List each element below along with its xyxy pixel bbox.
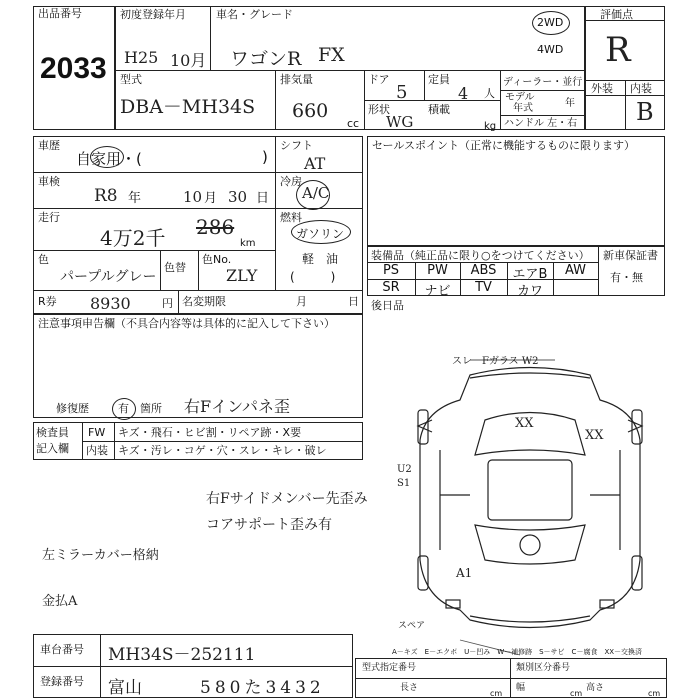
inspection-month: 10 [183,188,203,206]
diagram-a1: A1 [456,566,473,580]
inspection-day-unit: 日 [256,191,270,206]
diagram-u2: U2 [397,464,412,475]
history-label: 車歴 [38,139,60,152]
recycle-yen: 円 [162,297,173,310]
reg-number: 580た3432 [200,678,325,698]
equip-navi: ナビ [424,284,451,299]
model-year-label-2: 年式 [513,103,533,114]
color-change-label: 色替 [164,261,186,274]
type-cert-label: 型式指定番号 [362,663,417,673]
length-cm: cm [490,689,503,698]
length-label: 長さ [400,683,419,693]
equip-leather: カワ [516,284,543,299]
mileage-value: 4万2千 [100,226,166,250]
shape-label: 形状 [368,103,390,116]
height-label: 高さ [586,683,605,693]
mileage-km: km [240,238,256,249]
year-unit: 年 [565,98,575,109]
chassis-value: MH34S－252111 [108,645,256,665]
handle-label: ハンドル 左・右 [504,118,578,129]
repair-location: 右Fインパネ歪 [184,397,290,416]
chassis-label: 車台番号 [40,643,84,656]
inspection-nen: 年 [128,191,142,206]
inspector-fw: FW [88,426,106,439]
load-unit: kg [484,121,497,132]
inspection-label: 車検 [38,175,60,188]
width-label: 幅 [516,683,526,693]
sales-title: セールスポイント（正常に機能するものに限ります） [372,139,636,152]
doors-label: ドア [368,73,390,86]
name-change-label: 名変期限 [182,295,226,308]
history-value: 自家用・( [76,150,142,168]
equip-aw: AW [564,263,587,278]
fuel-label: 燃料 [280,211,302,224]
reg-label: 登録番号 [40,675,84,688]
recycle-value: 8930 [90,294,131,313]
load-label: 積載 [428,103,450,116]
diagram-xx-center: XX [515,416,534,431]
repair-label: 修復歴 [56,402,89,415]
color-value: パープルグレー [60,269,157,285]
fuel-value: ガソリン [296,227,345,241]
model-label: 型式 [120,73,142,86]
repair-location-label: 箇所 [140,402,162,415]
shift-value: AT [304,154,326,173]
inspector-nai-items: キズ・汚レ・コゲ・穴・スレ・キレ・破レ [118,444,327,457]
height-cm: cm [648,689,661,698]
drive-4wd: 4WD [537,43,564,56]
color-label: 色 [38,253,49,266]
score-label: 評価点 [600,8,633,21]
color-code-label: 色No. [202,253,232,266]
capacity-label: 定員 [428,73,450,86]
exterior-label: 外装 [591,82,613,95]
warranty-label: 新車保証書 [603,249,658,262]
interior-score: B [636,98,654,126]
inspection-tsuki: 月 [204,191,218,206]
equip-sr: SR [382,280,400,295]
model-year-label-1: モデル [505,92,535,103]
ac-label: 冷房 [280,175,302,188]
name-change-day: 日 [348,295,359,308]
reg-place: 富山 [108,678,142,698]
lot-label: 出品番号 [38,7,82,20]
interior-label: 内装 [630,82,652,95]
mileage-struck: 286 [196,215,235,239]
drive-2wd: 2WD [537,16,564,29]
diagram-xx-right: XX [585,428,604,443]
comment-line-2: コアサポート歪み有 [206,517,332,533]
aftermarket-label: 後日品 [371,299,404,312]
recycle-label: R券 [38,295,57,308]
equip-abs: ABS [470,263,497,278]
fuel-paren: ( ) [290,270,336,284]
doors-value: 5 [396,82,408,103]
shape-value: WG [386,113,414,131]
inspector-label-2: 記入欄 [36,442,69,455]
first-reg-month: 10月 [170,51,207,70]
first-reg-label: 初度登録年月 [120,8,186,21]
model-value: DBA－MH34S [120,96,256,118]
first-reg-year: H25 [124,48,159,67]
warranty-value: 有・無 [610,271,643,284]
comment-line-1: 右Fサイドメンバー先歪み [206,491,368,507]
car-grade: FX [318,44,345,66]
history-close: ) [262,148,268,166]
diagram-s1: S1 [397,478,411,489]
inspection-day: 30 [228,188,248,206]
equipment-title: 装備品（純正品に限り○をつけてください） [371,249,590,262]
width-cm: cm [570,689,583,698]
inspector-label-1: 検査員 [36,426,69,439]
notes-title: 注意事項申告欄（不具合内容等は具体的に記入して下さい） [38,317,335,330]
comment-line-3: 左ミラーカバー格納 [42,548,159,563]
equip-ps: PS [382,263,400,278]
diagram-spare: スペア [398,621,426,631]
displacement-value: 660 [292,100,329,122]
ac-value: A/C [302,184,330,202]
capacity-unit: 人 [484,87,495,100]
inspector-nai: 内装 [86,444,108,457]
dealer-label: ディーラー・並行 [503,77,583,88]
cc-unit: cc [347,117,360,130]
comment-line-4: 金払A [42,594,78,609]
fuel-light: 軽 油 [302,252,339,266]
car-name: ワゴンR [230,48,302,70]
equip-tv: TV [475,280,492,295]
inspector-fw-items: キズ・飛石・ヒビ割・リペア跡・X要 [118,426,302,439]
score-value: R [605,30,631,70]
damage-legend: A－キズ E－エクボ U－凹み W－補修跡 S－サビ C－腐食 XX－交換済 [392,648,643,656]
displacement-label: 排気量 [280,73,313,86]
equip-airbag: エアB [512,267,548,282]
diagram-top-note: スレ Fガラス W2 [452,356,539,367]
category-label: 類別区分番号 [516,663,571,673]
color-code: ZLY [226,266,258,285]
repair-value: 有 [118,402,129,415]
capacity-value: 4 [458,84,469,103]
inspection-year: R8 [94,186,118,206]
name-change-month: 月 [296,295,307,308]
car-name-label: 車名・グレード [216,8,293,21]
equip-pw: PW [427,263,448,278]
shift-label: シフト [280,139,313,152]
lot-number: 2033 [40,52,107,85]
mileage-label: 走行 [38,211,60,224]
